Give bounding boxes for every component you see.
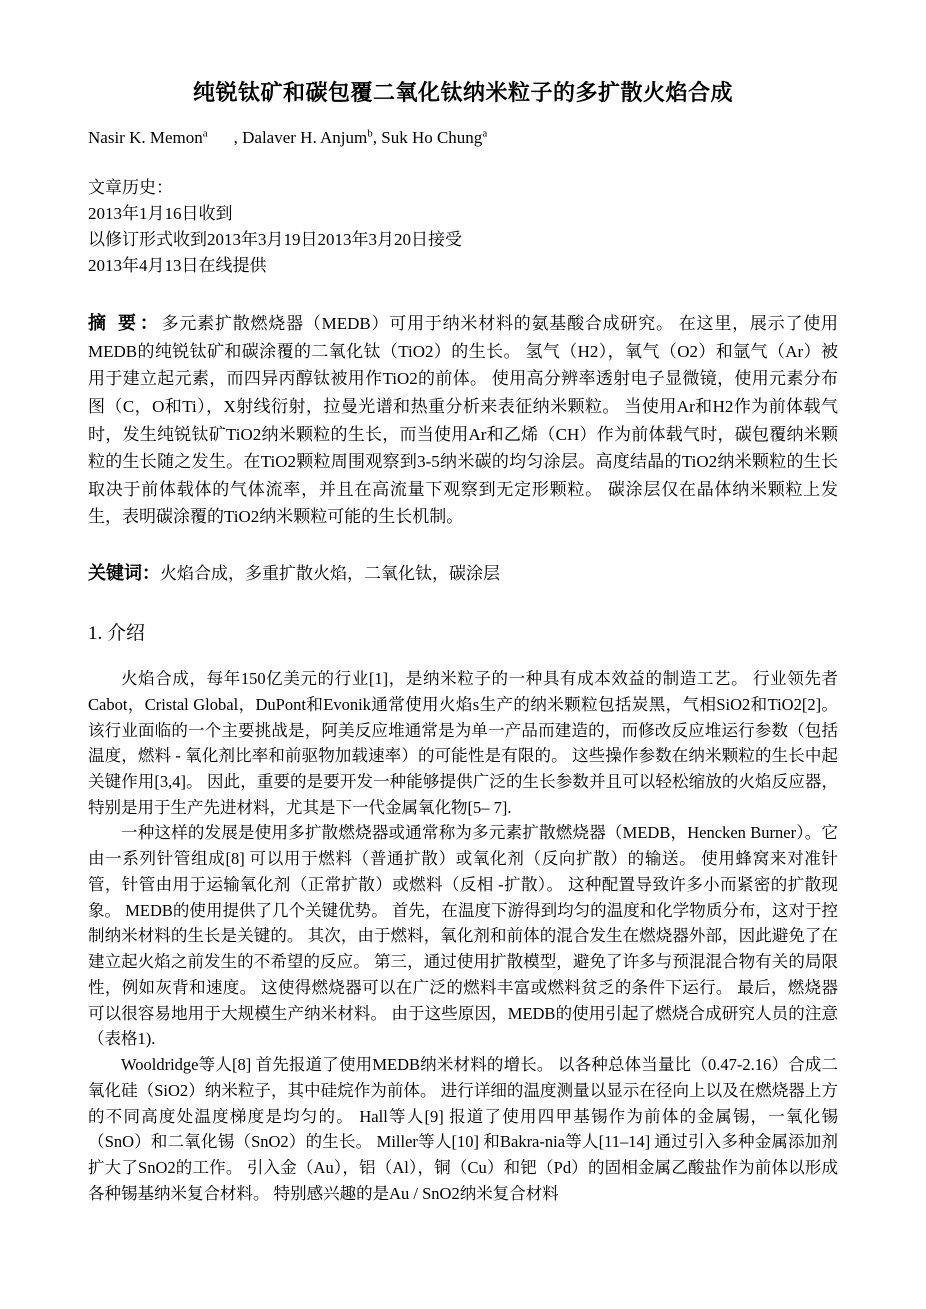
- section-heading-introduction: 1. 介绍: [88, 623, 146, 645]
- paragraph-2: 一种这样的发展是使用多扩散燃烧器或通常称为多元素扩散燃烧器（MEDB，Hencken Burner）。它由一系列针管组成[8] 可以用于燃料（普通扩散）或氧化剂（反向扩散）的输送。 使用蜂窝来对准针管，针管由用于运输氧化剂（正常扩散）或燃料（反相 -扩散）。 这种配置导致许多小而紧密的扩散现象。 MEDB的使用提供了几个关键优势。 首先，在温度下游得到均匀的温度和化学物质分布，这对于控制纳米材料的生长是关键的。 其次，由于燃料，氧化剂和前体的混合发生在燃烧器外部，因此避免了在建立起火焰之前发生的不希望的反应。 第三，通过使用扩散模型，避免了许多与预混混合物有关的局限性，例如灰背和速度。 这使得燃烧器可以在广泛的燃料丰富或燃料贫乏的条件下运行。 最后，燃烧器可以很容易地用于大规模生产纳米材料。 由于这些原因，MEDB的使用引起了燃烧合成研究人员的注意（表格1).: [88, 823, 838, 1049]
- article-history-revised: 以修订形式收到2013年3月19日2013年3月20日接受: [88, 230, 462, 250]
- keywords-text: 火焰合成，多重扩散火焰，二氧化钛，碳涂层: [160, 563, 500, 583]
- author-3: , Suk Ho Chung: [372, 127, 483, 147]
- author-2-affiliation-marker: b: [367, 127, 373, 140]
- keywords-section: [88, 559, 838, 588]
- paragraph-1: 火焰合成，每年150亿美元的行业[1]，是纳米粒子的一种具有成本效益的制造工艺。 行业领先者Cabot，Cristal Global，DuPont和Evonik通常使用火焰s生产的纳米颗粒包括炭黑，气相SiO2和TiO2[2]。 该行业面临的一个主要挑战是，阿美反应堆通常是为单一产品而建造的，而修改反应堆运行参数（包括温度，燃料 - 氧化剂比率和前驱物加载速率）的可能性是有限的。 这些操作参数在纳米颗粒的生长中起关键作用[3,4]。 因此，重要的是要开发一种能够提供广泛的生长参数并且可以轻松缩放的火焰反应器，特别是用于生产先进材料，尤其是下一代金属氧化物[5– 7].: [88, 669, 838, 817]
- author-1-affiliation-marker: a: [202, 127, 208, 140]
- abstract-label: 摘 要：: [88, 312, 162, 333]
- article-history: [88, 175, 838, 278]
- page-title: 纯锐钛矿和碳包覆二氧化钛纳米粒子的多扩散火焰合成: [192, 80, 733, 105]
- author-2: , Dalaver H. Anjum: [233, 127, 368, 147]
- article-history-online: 2013年4月13日在线提供: [88, 255, 267, 275]
- author-3-affiliation-marker: a: [482, 127, 488, 140]
- abstract-section: [88, 309, 838, 531]
- abstract-text: 多元素扩散燃烧器（MEDB）可用于纳米材料的氨基酸合成研究。 在这里，展示了使用MEDB的纯锐钛矿和碳涂覆的二氧化钛（TiO2）的生长。 氢气（H2），氧气（O2）和氩气（Ar）被用于建立起元素，而四异丙醇钛被用作TiO2的前体。 使用高分辨率透射电子显微镜，使用元素分布图（C，O和Ti），X射线衍射，拉曼光谱和热重分析来表征纳米颗粒。 当使用Ar和H2作为前体载气时，发生纯锐钛矿TiO2纳米颗粒的生长，而当使用Ar和乙烯（CH）作为前体载气时，碳包覆纳米颗粒的生长随之发生。在TiO2颗粒周围观察到3-5纳米碳的均匀涂层。高度结晶的TiO2纳米颗粒的生长取决于前体载体的气体流率，并且在高流量下观察到无定形颗粒。 碳涂层仅在晶体纳米颗粒上发生，表明碳涂覆的TiO2纳米颗粒可能的生长机制。: [88, 313, 839, 527]
- article-history-received: 2013年1月16日收到: [88, 204, 233, 224]
- author-1: Nasir K. Memon: [88, 127, 203, 147]
- paragraph-3: Wooldridge等人[8] 首先报道了使用MEDB纳米材料的增长。 以各种总体当量比（0.47-2.16）合成二氧化硅（SiO2）纳米粒子，其中硅烷作为前体。 进行详细的温度测量以显示在径向上以及在燃烧器上方的不同高度处温度梯度是均匀的。 Hall等人[9] 报道了使用四甲基锡作为前体的金属锡，一氧化锡（SnO）和二氧化锡（SnO2）的生长。 Miller等人[10] 和Bakra-nia等人[11–14] 通过引入多种金属添加剂扩大了SnO2的工作。 引入金（Au），铝（Al），铜（Cu）和钯（Pd）的固相金属乙酸盐作为前体以形成各种锡基纳米复合材料。 特别感兴趣的是Au / SnO2纳米复合材料: [88, 1055, 838, 1203]
- article-history-label: 文章历史：: [88, 178, 173, 198]
- section-introduction-body: [88, 666, 838, 1206]
- author-list: [88, 126, 838, 150]
- keywords-label: 关键词：: [88, 562, 160, 583]
